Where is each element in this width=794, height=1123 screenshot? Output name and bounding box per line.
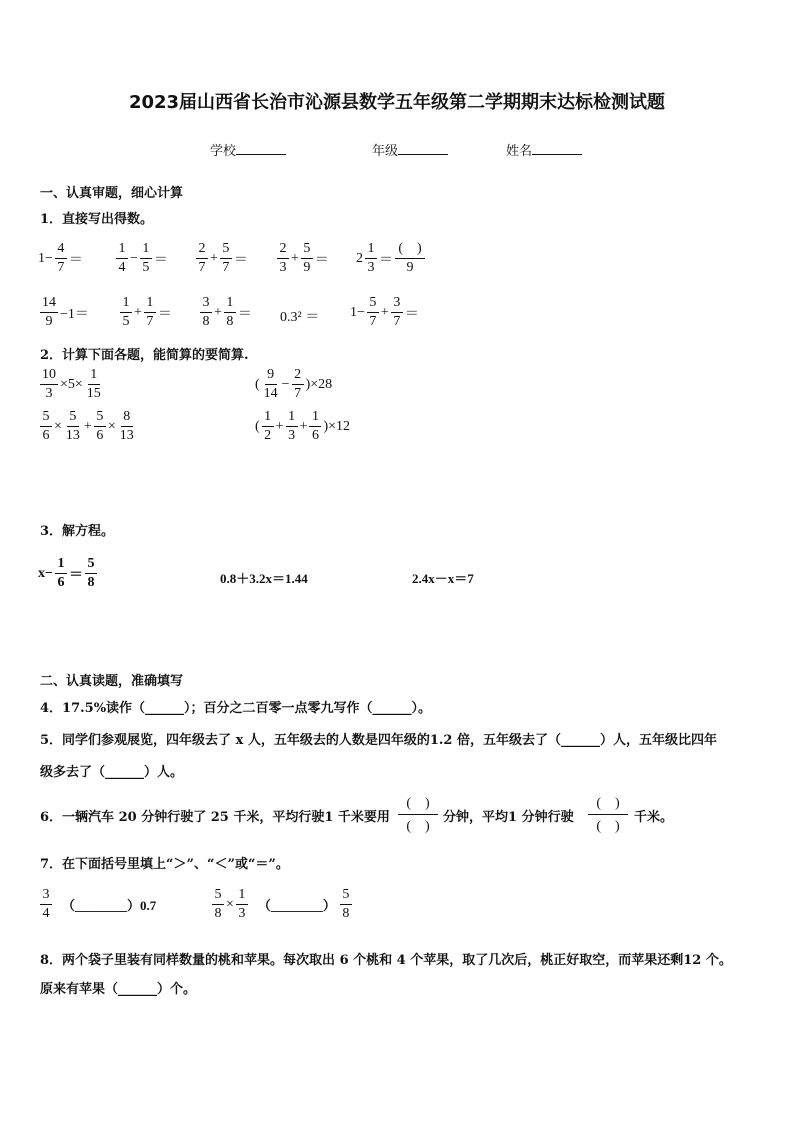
question-1: 1．直接写出得数。 — [40, 212, 154, 227]
q6-denominator-1: ( ) — [406, 819, 430, 834]
question-8-line-2: 原来有苹果（______）个。 — [40, 982, 197, 997]
question-5-line-2: 级多去了（______）人。 — [40, 765, 184, 780]
q7-blank-1[interactable]: （________）0.7 — [62, 898, 157, 913]
q1-item-2: $\frac{1}{4}$ − $\frac{1}{5}$ ＝ — [114, 242, 168, 275]
question-3: 3．解方程。 — [40, 524, 115, 539]
school-field — [210, 140, 286, 159]
q1-item-5: 2 $\frac{1}{3}$ ＝ $\frac{( )}{9}$ — [356, 242, 427, 275]
q3-equation-3: 2.4x－x＝7 — [412, 571, 474, 586]
q1-item-4: $\frac{2}{3}$ + $\frac{5}{9}$ ＝ — [275, 242, 329, 275]
q7-item-1: $\frac{3}{4}$ （________）0.7 — [38, 888, 156, 921]
question-5-line-1: 5．同学们参观展览，四年级去了 x 人，五年级去的人数是四年级的1.2 倍，五年级去了（______）人，五年级比四年 — [40, 733, 717, 748]
question-7: 7．在下面括号里填上“＞”、“＜”或“＝”。 — [40, 857, 289, 872]
q7-blank-2[interactable]: （________） — [257, 898, 336, 913]
q6-answer-fraction-2[interactable] — [588, 792, 628, 835]
q2-item-1: $\frac{10}{3}$ ×5× $\frac{1}{15}$ — [42, 367, 101, 401]
question-6-part-b: 分钟，平均1 分钟行驶 — [443, 810, 574, 825]
q1-item-1: 1− $\frac{4}{7}$ ＝ — [38, 241, 83, 275]
q6-numerator-1: ( ) — [398, 792, 438, 815]
name-label: 姓名 — [506, 144, 533, 159]
q3-equation-2: 0.8＋3.2x＝1.44 — [220, 571, 308, 586]
q6-denominator-2: ( ) — [596, 819, 620, 834]
q6-numerator-2: ( ) — [588, 792, 628, 815]
q1-item-8: $\frac{3}{8}$ + $\frac{1}{8}$ ＝ — [198, 296, 252, 329]
q3-equation-1: x− $\frac{1}{6}$ ＝ $\frac{5}{8}$ — [38, 557, 99, 590]
answer-paren[interactable]: ( ) — [395, 242, 425, 259]
section-2-heading: 二、认真读题，准确填写 — [40, 674, 184, 689]
grade-label: 年级 — [372, 144, 399, 159]
school-blank[interactable] — [236, 142, 286, 155]
q1-item-7: $\frac{1}{5}$ + $\frac{1}{7}$ ＝ — [118, 296, 172, 329]
question-6-part-a: 6．一辆汽车 20 分钟行驶了 25 千米，平均行驶1 千米要用 — [40, 810, 390, 825]
q1-item-10: 1− $\frac{5}{7}$ + $\frac{3}{7}$ ＝ — [350, 295, 419, 329]
name-field — [506, 140, 582, 159]
question-8-line-1: 8．两个袋子里装有同样数量的桃和苹果。每次取出 6 个桃和 4 个苹果，取了几次后，桃正好取空，而苹果还剩12 个。 — [40, 953, 732, 968]
q2-item-3: $\frac{5}{6}$ × $\frac{5}{13}$ + $\frac{5}{6}$ × $\frac{8}{13}$ — [38, 410, 138, 443]
grade-blank[interactable] — [398, 142, 448, 155]
page-title: 2023届山西省长治市沁源县数学五年级第二学期期末达标检测试题 — [128, 92, 666, 113]
question-4: 4．17.5%读作（______）；百分之二百零一点零九写作（______）。 — [40, 701, 432, 716]
name-blank[interactable] — [532, 142, 582, 155]
section-1-heading: 一、认真审题，细心计算 — [40, 186, 184, 201]
q1-item-6: $\frac{14}{9}$ −1＝ — [42, 295, 89, 329]
school-label: 学校 — [210, 144, 237, 159]
q2-item-2: ( $\frac{9}{14}$ − $\frac{2}{7}$ )×28 — [255, 367, 333, 401]
question-2: 2．计算下面各题，能简算的要简算. — [40, 348, 249, 363]
q1-item-3: $\frac{2}{7}$ + $\frac{5}{7}$ ＝ — [194, 242, 248, 275]
q7-item-2: $\frac{5}{8}$ × $\frac{1}{3}$ （________） $\frac{5}{8}$ — [210, 888, 354, 921]
question-6-part-c: 千米。 — [634, 810, 674, 825]
q2-item-4: ( $\frac{1}{2}$ + $\frac{1}{3}$ + $\frac{1}{6}$ )×12 — [255, 409, 351, 443]
q1-item-9: 0.3² ＝ — [280, 310, 320, 325]
grade-field — [372, 140, 448, 159]
q6-answer-fraction-1[interactable] — [398, 792, 438, 835]
